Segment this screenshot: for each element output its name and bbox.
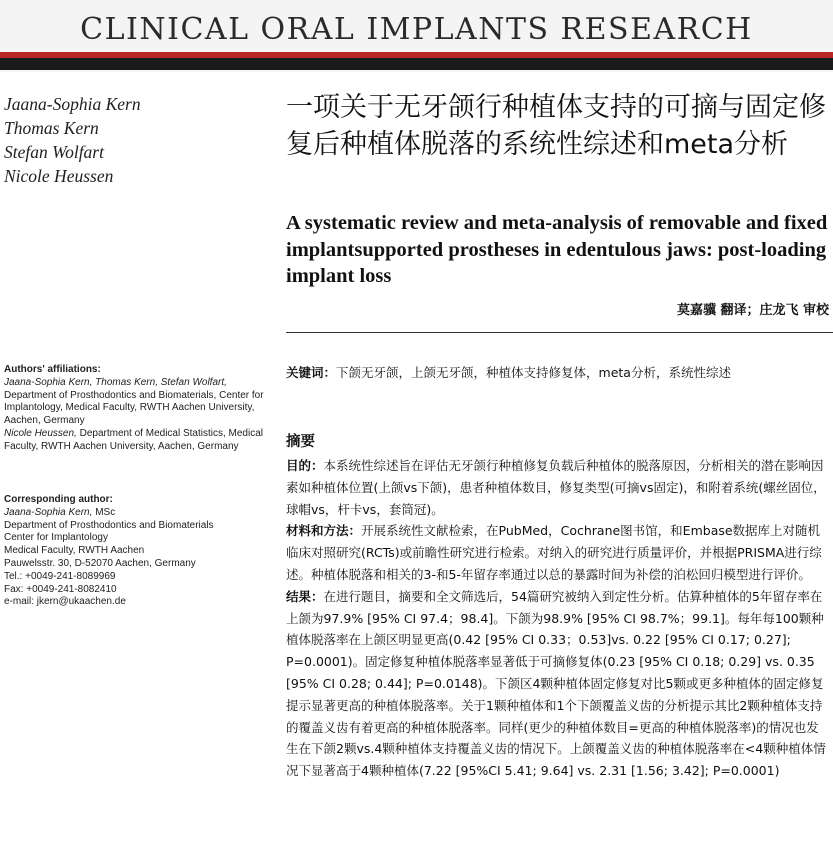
header-divider [286, 332, 833, 333]
article-title-chinese: 一项关于无牙颌行种植体支持的可摘与固定修复后种植体脱落的系统性综述和meta分析 [286, 92, 826, 160]
translator-credit: 莫嘉骥 翻译；庄龙飞 审校 [676, 303, 829, 318]
journal-masthead [0, 0, 833, 72]
abstract-results [286, 586, 831, 782]
objective-text: 本系统性综述旨在评估无牙颌行种植修复负载后种植体的脱落原因，分析相关的潜在影响因素如种植体位置(上颌vs下颌)，患者种植体数目，修复类型(可摘vs固定)，和附着系统(螺丝固位，球帽vs，杆卡vs，套筒冠)。 [286, 458, 826, 517]
affiliation-text: Department of Medical Statistics, Medical Faculty, RWTH Aachen University, Aachen, Germany [4, 427, 263, 452]
affiliations-heading: Authors' affiliations: [4, 364, 101, 375]
affiliation-names: Jaana-Sophia Kern, Thomas Kern, Stefan Wolfart, [4, 376, 227, 388]
email-line: e-mail: jkern@ukaachen.de [4, 596, 126, 608]
abstract-body [286, 455, 831, 782]
article-title-english: A systematic review and meta-analysis of removable and fixed implantsupported prostheses in edentulous jaws: post-loading implant loss [286, 212, 828, 287]
author-list [4, 92, 274, 188]
masthead-black-rule [0, 58, 833, 70]
telephone-line: Tel.: +0049-241-8089969 [4, 570, 116, 582]
results-text: 在进行题目，摘要和全文筛选后，54篇研究被纳入到定性分析。估算种植体的5年留存率在上颌为97.9% [95% CI 97.4；98.4]。下颌为98.9% [95% CI 98.7%；99.1]。每年每100颗种植体脱落率在上颌区明显更高(0.42 [95% CI 0.33；0.53]vs. 0.22 [95% CI 0.17; 0.27]; P=0.0001)。固定修复种植体脱落率显著低于可摘修复体(0.23 [95% CI 0.18; 0.29] vs. 0.35 [95% CI 0.28; 0.44]; P=0.0148)。下颌区4颗种植体固定修复对比5颗或更多种植体的固定修复提示显著更高的种植体脱落率。关于1颗种植体和1个下颌覆盖义齿的分析提示其比2颗种植体支持的覆盖义齿有着更高的种植体脱落率。同样(更少的种植体数目=更高的种植体脱落率)的情况也发生在下颌2颗vs.4颗种植体支持覆盖义齿的情况下。上颌覆盖义齿的种植体脱落率在<4颗种植体情况下显著高于4颗种植体(7.22 [95%CI 5.41; 9.64] vs. 2.31 [1.56; 3.42]; P=0.0001) [286, 588, 826, 779]
corresponding-name: Jaana-Sophia Kern, [4, 506, 93, 518]
abstract-methods [286, 520, 831, 585]
keywords [286, 362, 831, 383]
fax-line: Fax: +0049-241-8082410 [4, 583, 117, 595]
corresponding-degree: MSc [95, 506, 116, 518]
address-line: Center for Implantology [4, 532, 108, 544]
affiliation-entry [4, 377, 274, 428]
author-name: Thomas Kern [4, 118, 99, 138]
corresponding-name-line [4, 507, 274, 520]
address-line: Department of Prosthodontics and Biomaterials [4, 519, 214, 531]
address-line: Pauwelsstr. 30, D-52070 Aachen, Germany [4, 557, 196, 569]
affiliation-text: Department of Prosthodontics and Biomaterials, Center for Implantology, Medical Faculty, RWTH Aachen University, Aachen, Germany [4, 389, 264, 427]
methods-text: 开展系统性文献检索，在PubMed，Cochrane图书馆，和Embase数据库上对随机临床对照研究(RCTs)或前瞻性研究进行检索。对纳入的研究进行质量评价，并根据PRISMA进行综述。种植体脱落和相关的3-和5-年留存率通过以总的暴露时间为补偿的泊松回归模型进行评价。 [286, 523, 822, 582]
keywords-text: 下颌无牙颌，上颌无牙颌，种植体支持修复体，meta分析，系统性综述 [336, 365, 731, 380]
objective-label: 目的： [286, 458, 324, 473]
author-name: Jaana-Sophia Kern [4, 94, 141, 114]
methods-label: 材料和方法： [286, 523, 362, 539]
results-label: 结果： [286, 588, 324, 604]
affiliation-names: Nicole Heussen, [4, 427, 77, 439]
abstract-objective [286, 455, 831, 520]
affiliation-entry [4, 428, 274, 454]
address-line: Medical Faculty, RWTH Aachen [4, 545, 145, 557]
journal-title: CLINICAL ORAL IMPLANTS RESEARCH [80, 12, 753, 47]
corresponding-heading: Corresponding author: [4, 494, 113, 505]
author-affiliations [4, 364, 274, 454]
keywords-label: 关键词： [286, 365, 337, 380]
abstract-heading: 摘要 [286, 434, 315, 450]
author-name: Stefan Wolfart [4, 142, 104, 162]
author-name: Nicole Heussen [4, 166, 114, 186]
corresponding-author [4, 494, 274, 609]
